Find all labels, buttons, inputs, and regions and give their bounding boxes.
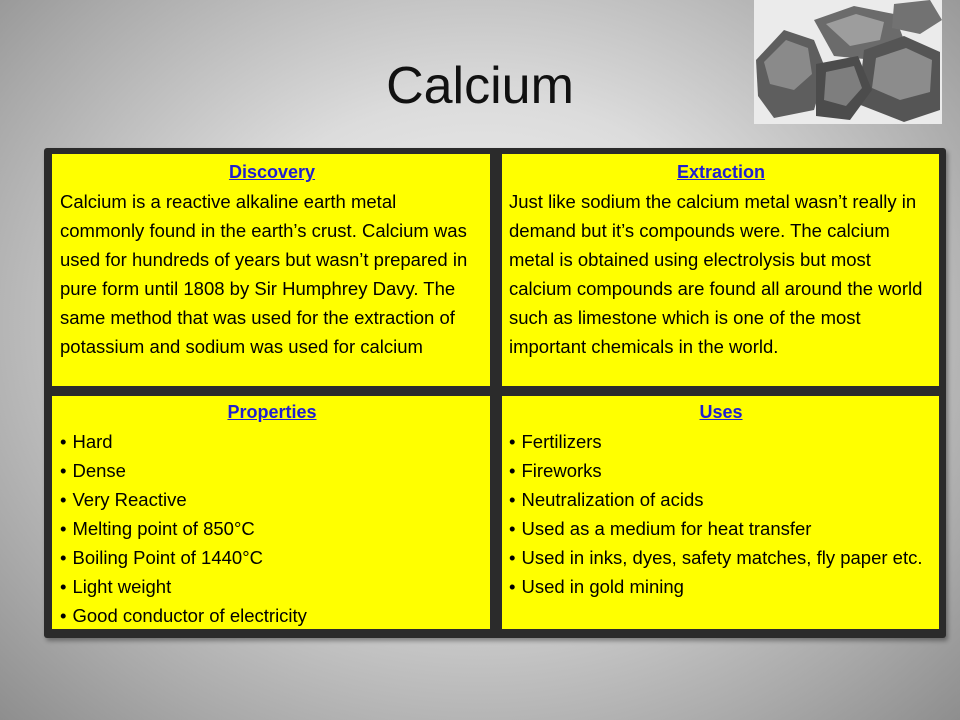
discovery-heading[interactable]: Discovery xyxy=(228,162,316,182)
list-item: • Boiling Point of 1440°C xyxy=(60,543,484,572)
uses-heading[interactable]: Uses xyxy=(699,402,743,422)
properties-list xyxy=(60,427,484,630)
list-item: • Fireworks xyxy=(509,456,933,485)
list-item: • Very Reactive xyxy=(60,485,484,514)
discovery-box xyxy=(52,154,490,386)
extraction-box xyxy=(502,154,939,386)
list-item: • Hard xyxy=(60,427,484,456)
list-item: • Neutralization of acids xyxy=(509,485,933,514)
list-item: • Used in gold mining xyxy=(509,572,933,601)
uses-list xyxy=(509,427,933,601)
properties-heading[interactable]: Properties xyxy=(227,402,317,422)
list-item: • Light weight xyxy=(60,572,484,601)
info-table xyxy=(44,148,946,638)
list-item: • Used in inks, dyes, safety matches, fly paper etc. xyxy=(509,543,933,572)
properties-box xyxy=(52,396,490,629)
discovery-text: Calcium is a reactive alkaline earth metal commonly found in the earth’s crust. Calcium was used for hundreds of years but wasn’t prepared in pure form until 1808 by Sir Humphrey Davy. The same method that was used for the extraction of potassium and sodium was used for calcium xyxy=(60,191,468,357)
extraction-text: Just like sodium the calcium metal wasn’t really in demand but it’s compounds were. The calcium metal is obtained using electrolysis but most calcium compounds are found all around the world such as limestone which is one of the most important chemicals in the world. xyxy=(509,191,923,357)
list-item: • Good conductor of electricity xyxy=(60,601,484,630)
list-item: • Melting point of 850°C xyxy=(60,514,484,543)
slide-title: Calcium xyxy=(386,57,574,115)
list-item: • Used as a medium for heat transfer xyxy=(509,514,933,543)
extraction-heading[interactable]: Extraction xyxy=(676,162,766,182)
uses-box xyxy=(502,396,939,629)
list-item: • Dense xyxy=(60,456,484,485)
list-item: • Fertilizers xyxy=(509,427,933,456)
calcium-mineral-photo xyxy=(754,0,942,124)
